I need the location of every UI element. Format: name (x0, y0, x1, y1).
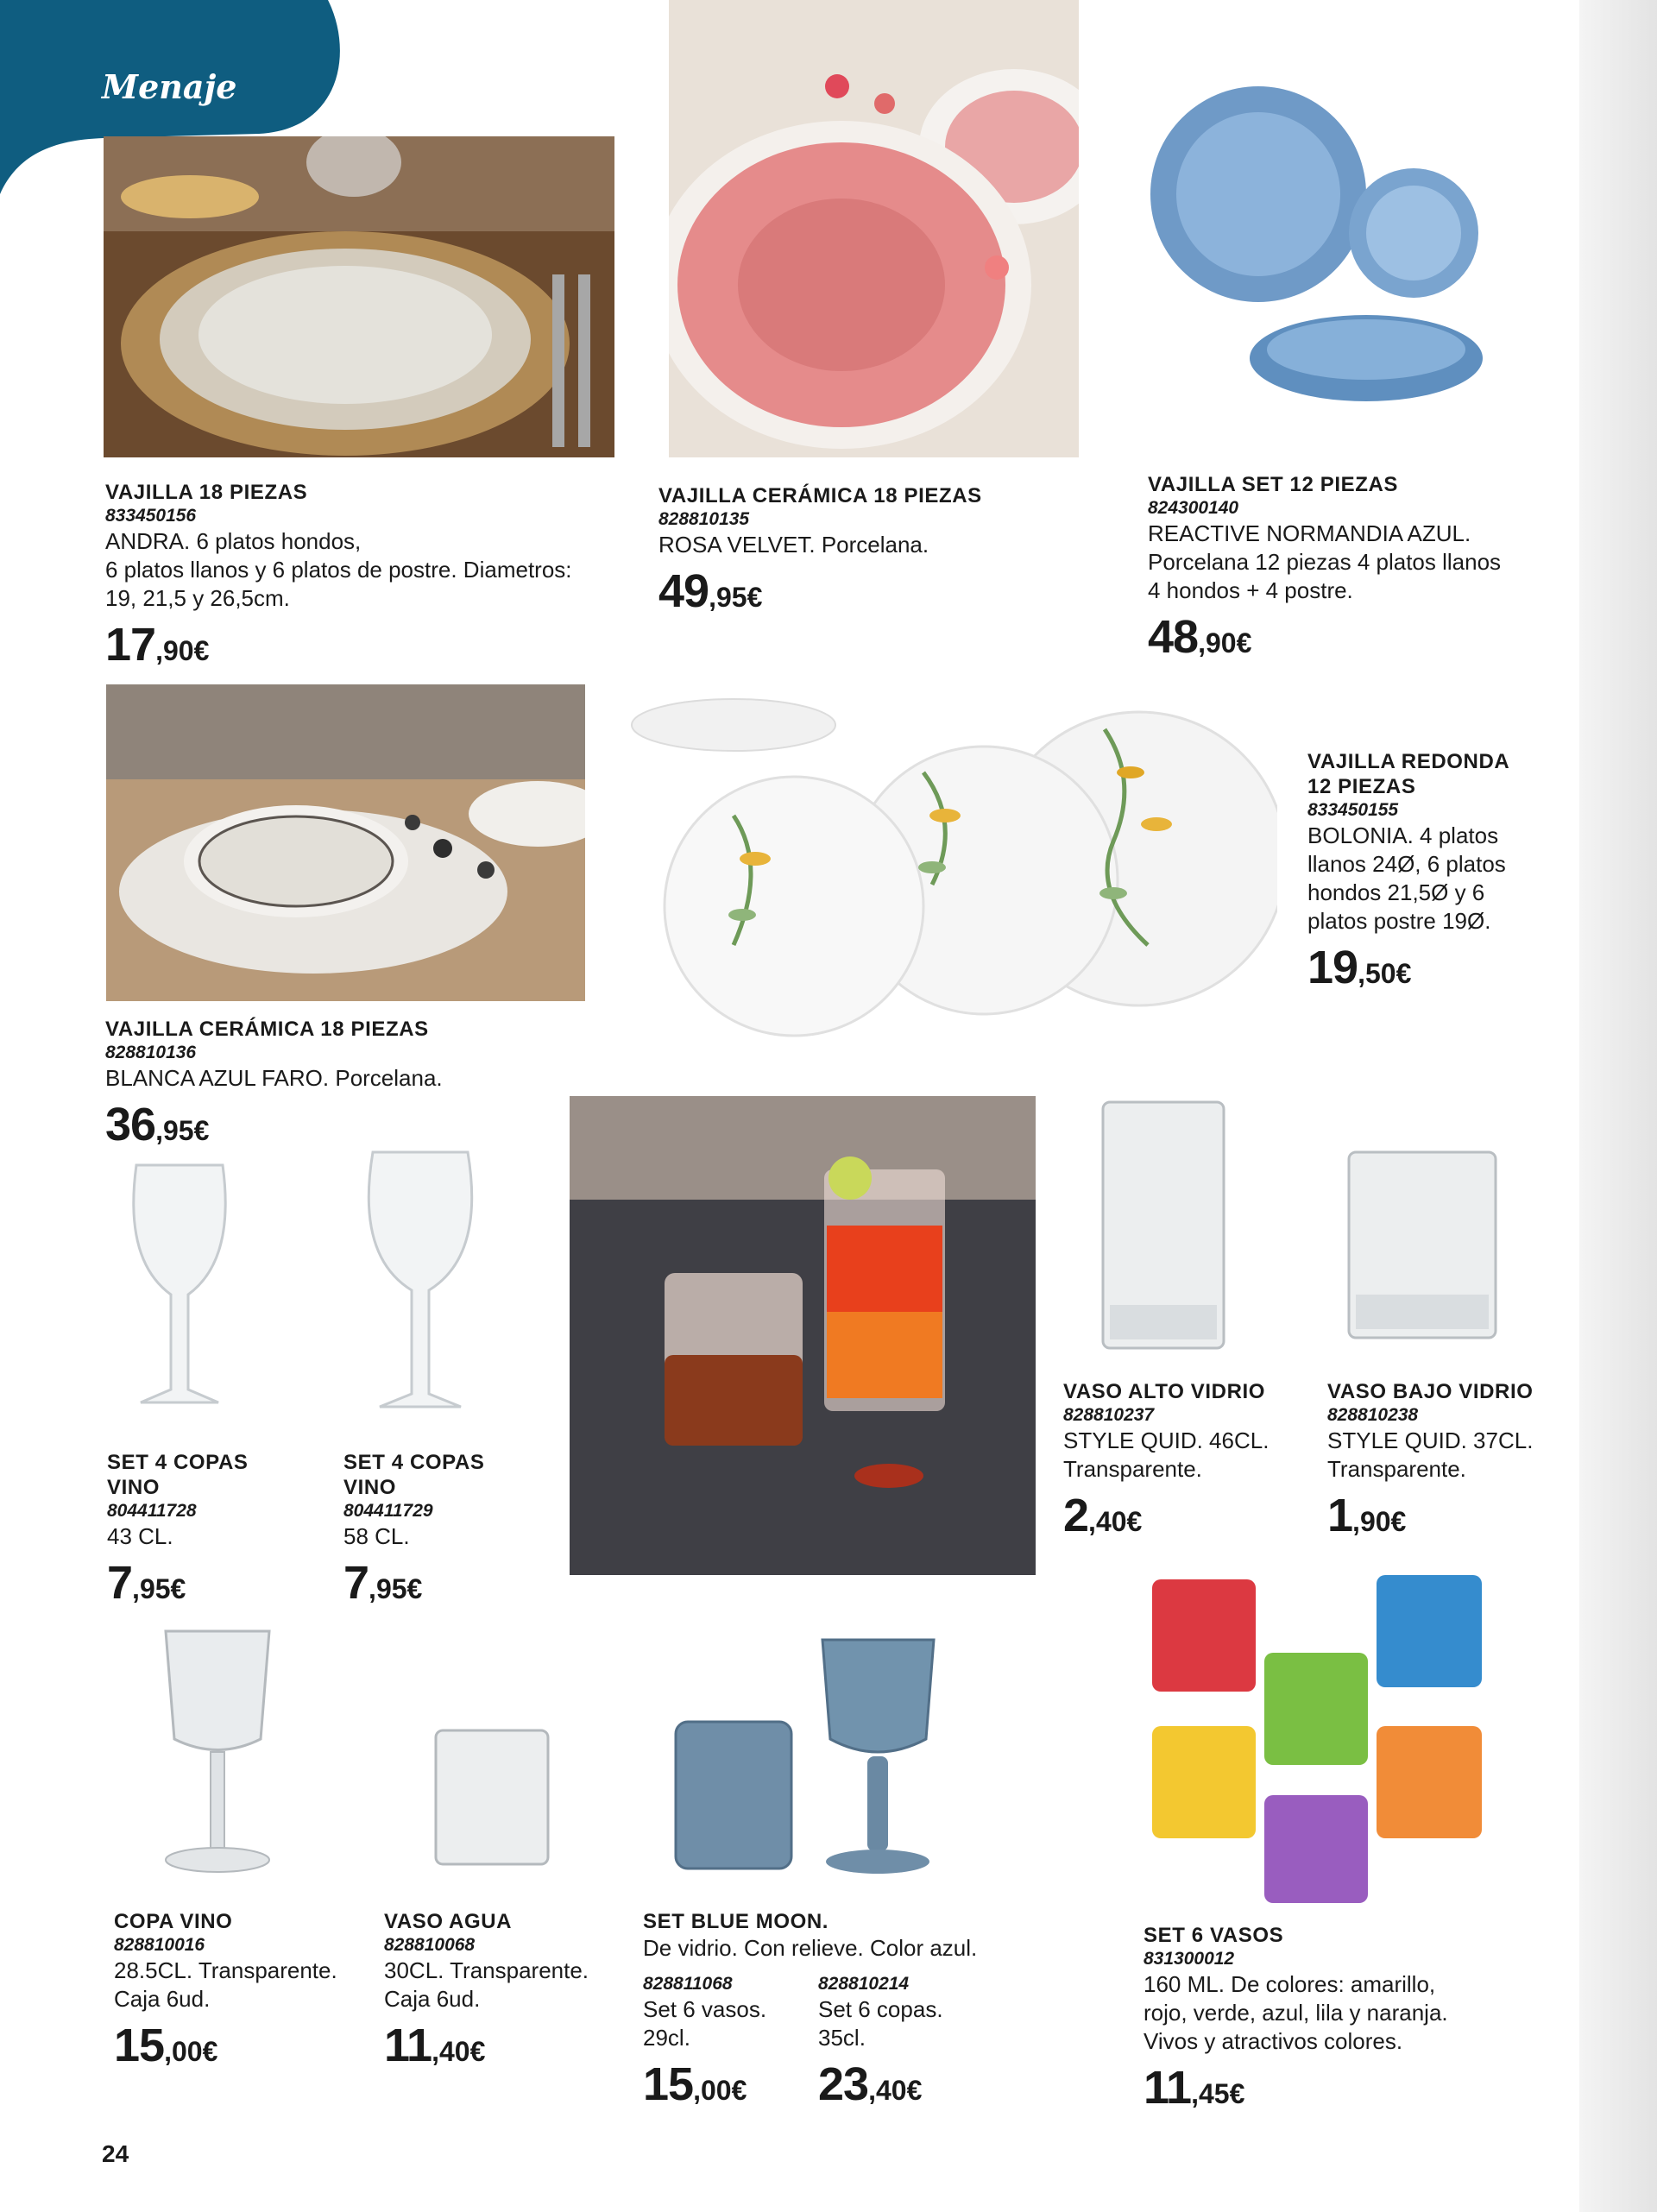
product-desc-line: 29cl. (643, 2025, 690, 2051)
product-price (107, 1556, 306, 1610)
price-decimals: ,40€ (432, 2036, 486, 2067)
product-desc-line: ANDRA. 6 platos hondos, (105, 528, 362, 554)
product-code: 833450156 (105, 506, 197, 526)
product-desc-line: De vidrio. Con relieve. Color azul. (643, 1935, 978, 1961)
product-title: VAJILLA CERÁMICA 18 PIEZAS (658, 484, 982, 507)
price-decimals: ,95€ (369, 1573, 423, 1604)
price-decimals: ,90€ (1352, 1506, 1407, 1537)
product-desc-line: Transparente. (1327, 1456, 1466, 1482)
price-integer: 23 (818, 2058, 869, 2110)
product-desc-line: Caja 6ud. (384, 1986, 481, 2012)
product-title-line: VAJILLA REDONDA (1307, 750, 1510, 773)
product-code: 828810068 (384, 1935, 476, 1955)
product-code: 828810238 (1327, 1405, 1419, 1425)
product-desc-line: STYLE QUID. 37CL. (1327, 1427, 1534, 1453)
product-title: VAJILLA SET 12 PIEZAS (1148, 473, 1398, 496)
product-desc-line: Porcelana 12 piezas 4 platos llanos (1148, 549, 1502, 575)
variant-copas (818, 1973, 1008, 2111)
product-image-andra (104, 136, 614, 457)
product-copas-vino-43 (107, 1450, 306, 1610)
product-vaso-agua (384, 1909, 643, 2072)
price-integer: 11 (1144, 2062, 1192, 2114)
product-title: VASO BAJO VIDRIO (1327, 1380, 1534, 1403)
product-price (114, 2019, 373, 2072)
price-decimals: ,40€ (1088, 1506, 1143, 1537)
product-title-line: VINO (107, 1476, 161, 1499)
product-desc-line: 30CL. Transparente. (384, 1957, 589, 1983)
product-price (1327, 1489, 1578, 1542)
product-desc-line: 28.5CL. Transparente. (114, 1957, 337, 1983)
product-image-copa-58 (356, 1144, 485, 1420)
product-code: 831300012 (1144, 1949, 1235, 1969)
product-desc-line: ROSA VELVET. Porcelana. (658, 532, 929, 558)
product-code: 804411729 (343, 1501, 433, 1521)
product-title-line: VINO (343, 1476, 397, 1499)
product-vajilla-rosa-velvet (658, 483, 1090, 618)
product-price (343, 1556, 542, 1610)
price-integer: 11 (384, 2020, 432, 2071)
price-integer: 2 (1063, 1490, 1089, 1541)
product-vajilla-blanca-azul (105, 1017, 589, 1151)
product-title: SET 6 VASOS (1144, 1924, 1284, 1947)
product-code: 828810016 (114, 1935, 205, 1955)
product-image-ambiente-vasos (570, 1096, 1036, 1575)
product-title-line: SET 4 COPAS (343, 1451, 485, 1474)
price-decimals: ,95€ (132, 1573, 186, 1604)
product-price (1144, 2061, 1566, 2114)
product-image-copa-43 (119, 1156, 240, 1415)
price-decimals: ,40€ (868, 2075, 923, 2106)
product-desc-line: 43 CL. (107, 1523, 173, 1549)
product-desc-line: 58 CL. (343, 1523, 410, 1549)
section-title: Menaje (102, 67, 237, 106)
variant-vasos (643, 1973, 816, 2111)
product-price (105, 618, 623, 671)
product-image-rosa-velvet (669, 0, 1079, 457)
price-decimals: ,90€ (155, 635, 210, 666)
product-desc-line: 4 hondos + 4 postre. (1148, 577, 1353, 603)
product-title: VAJILLA CERÁMICA 18 PIEZAS (105, 1018, 429, 1041)
product-title-line: 12 PIEZAS (1307, 775, 1416, 798)
price-integer: 7 (343, 1557, 369, 1609)
product-vajilla-bolonia (1307, 749, 1566, 994)
product-image-vaso-alto (1094, 1098, 1232, 1357)
product-code: 828810237 (1063, 1405, 1155, 1425)
product-desc-line: REACTIVE NORMANDIA AZUL. (1148, 520, 1471, 546)
product-code: 824300140 (1148, 498, 1239, 518)
price-decimals: ,00€ (693, 2075, 747, 2106)
product-code: 828810136 (105, 1043, 197, 1062)
product-image-bolonia (621, 695, 1277, 1057)
product-price (1307, 941, 1566, 994)
product-price (1063, 1489, 1314, 1542)
product-code: 828811068 (643, 1974, 733, 1994)
price-decimals: ,00€ (164, 2036, 218, 2067)
price-integer: 15 (114, 2020, 165, 2071)
product-desc-line: platos postre 19Ø. (1307, 908, 1491, 934)
product-image-vaso-bajo (1340, 1148, 1504, 1346)
product-desc-line: Vivos y atractivos colores. (1144, 2028, 1403, 2054)
product-title: VAJILLA 18 PIEZAS (105, 481, 308, 504)
product-desc-line: 160 ML. De colores: amarillo, (1144, 1971, 1436, 1997)
price-integer: 1 (1327, 1490, 1353, 1541)
page-number: 24 (102, 2140, 129, 2167)
product-image-reactive-azul (1137, 69, 1500, 432)
product-set-6-vasos (1144, 1923, 1566, 2114)
product-vajilla-reactive (1148, 472, 1562, 664)
price-decimals: ,50€ (1358, 958, 1412, 989)
product-desc-line: 6 platos llanos y 6 platos de postre. Diametros: (105, 557, 572, 583)
product-image-copa-vino (157, 1627, 278, 1877)
price-decimals: ,95€ (155, 1115, 210, 1146)
product-price (384, 2019, 643, 2072)
product-code: 804411728 (107, 1501, 197, 1521)
product-desc-line: 19, 21,5 y 26,5cm. (105, 585, 290, 611)
price-integer: 7 (107, 1557, 133, 1609)
price-decimals: ,45€ (1191, 2078, 1245, 2109)
product-desc-line: BLANCA AZUL FARO. Porcelana. (105, 1065, 443, 1091)
blue-moon-variants (643, 1973, 1057, 2111)
product-desc-line: STYLE QUID. 46CL. (1063, 1427, 1270, 1453)
price-integer: 17 (105, 619, 156, 671)
product-image-blue-moon-vaso (669, 1717, 798, 1873)
product-code: 828810135 (658, 509, 750, 529)
price-integer: 15 (643, 2058, 694, 2110)
product-desc-line: Set 6 vasos. (643, 1996, 767, 2022)
product-code: 828810214 (818, 1974, 910, 1994)
product-price (1148, 610, 1562, 664)
product-vaso-alto (1063, 1379, 1314, 1542)
product-image-vaso-agua (432, 1726, 552, 1869)
product-desc-line: rojo, verde, azul, lila y naranja. (1144, 2000, 1448, 2026)
product-vajilla-andra (105, 480, 623, 671)
product-set-blue-moon (643, 1909, 1057, 2111)
price-decimals: ,90€ (1198, 627, 1252, 659)
product-vaso-bajo (1327, 1379, 1578, 1542)
product-code: 833450155 (1307, 800, 1399, 820)
product-copa-vino (114, 1909, 373, 2072)
product-price (643, 2058, 816, 2111)
product-image-blue-moon-copa (816, 1635, 941, 1877)
product-price (818, 2058, 1008, 2111)
product-title: VASO AGUA (384, 1910, 513, 1933)
product-desc-line: Set 6 copas. (818, 1996, 943, 2022)
price-integer: 49 (658, 565, 709, 617)
price-decimals: ,95€ (709, 582, 763, 613)
product-desc-line: Caja 6ud. (114, 1986, 211, 2012)
product-price (658, 564, 1090, 618)
product-desc-line: hondos 21,5Ø y 6 (1307, 879, 1485, 905)
product-price (105, 1098, 589, 1151)
product-desc-line: 35cl. (818, 2025, 866, 2051)
product-image-blanca-azul (106, 684, 585, 1001)
product-desc-line: BOLONIA. 4 platos (1307, 822, 1499, 848)
product-desc-line: Transparente. (1063, 1456, 1202, 1482)
product-copas-vino-58 (343, 1450, 542, 1610)
product-title: VASO ALTO VIDRIO (1063, 1380, 1266, 1403)
product-image-set-6-vasos (1148, 1575, 1489, 1907)
product-title: SET BLUE MOON. (643, 1910, 829, 1933)
price-integer: 19 (1307, 942, 1358, 993)
product-title: COPA VINO (114, 1910, 233, 1933)
product-desc-line: llanos 24Ø, 6 platos (1307, 851, 1506, 877)
price-integer: 48 (1148, 611, 1199, 663)
product-title-line: SET 4 COPAS (107, 1451, 249, 1474)
page-edge-shadow (1579, 0, 1657, 2212)
price-integer: 36 (105, 1099, 156, 1150)
